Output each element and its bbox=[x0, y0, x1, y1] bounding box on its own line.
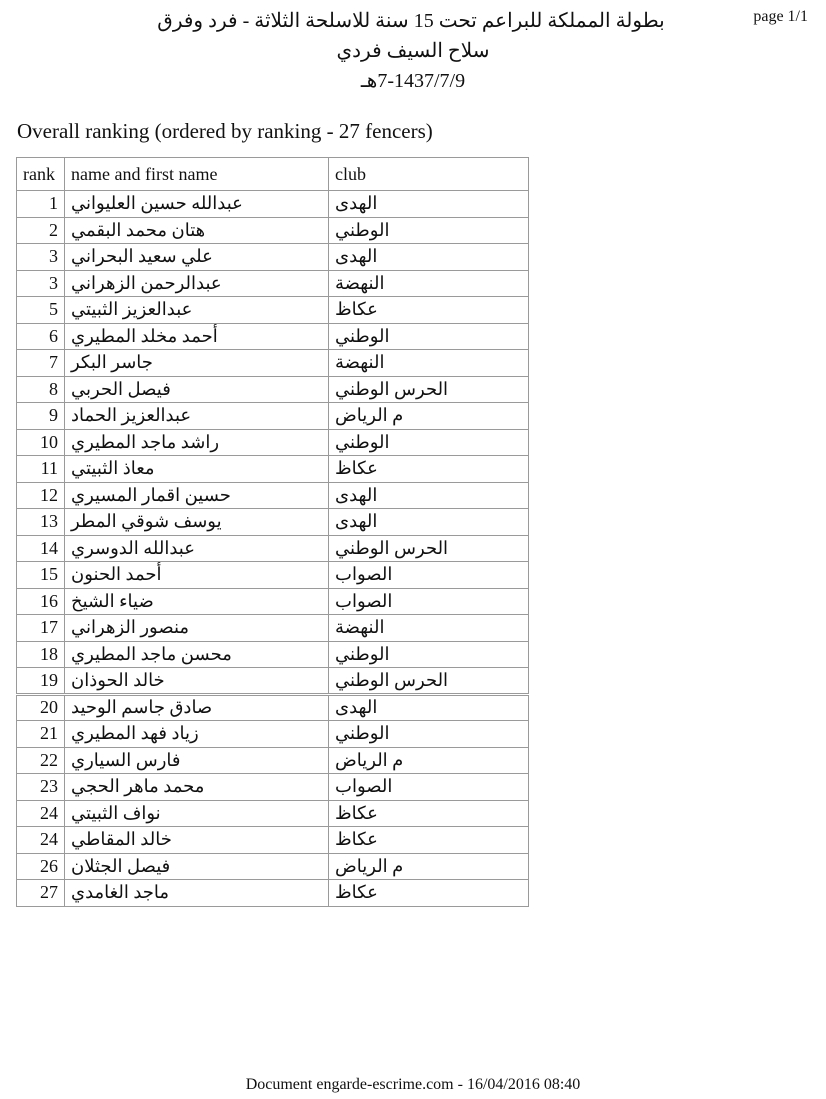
club-cell bbox=[329, 509, 529, 536]
rank-cell: 16 bbox=[17, 588, 65, 615]
rank-cell: 20 bbox=[17, 694, 65, 721]
club-name: الصواب bbox=[335, 776, 393, 797]
club-name: م الرياض bbox=[335, 855, 404, 876]
club-cell bbox=[329, 270, 529, 297]
fencer-name: راشد ماجد المطيري bbox=[71, 431, 220, 452]
table-row bbox=[17, 588, 529, 615]
club-name: الهدى bbox=[335, 697, 378, 718]
table-row bbox=[17, 535, 529, 562]
table-row bbox=[17, 800, 529, 827]
club-cell bbox=[329, 800, 529, 827]
table-row bbox=[17, 350, 529, 377]
name-cell bbox=[65, 880, 329, 907]
ranking-table-body bbox=[17, 191, 529, 907]
table-row bbox=[17, 456, 529, 483]
club-cell bbox=[329, 853, 529, 880]
club-cell bbox=[329, 323, 529, 350]
name-cell bbox=[65, 217, 329, 244]
fencer-name: معاذ الثبيتي bbox=[71, 458, 155, 479]
club-cell bbox=[329, 721, 529, 748]
name-cell bbox=[65, 641, 329, 668]
fencer-name: فارس السياري bbox=[71, 749, 181, 770]
name-cell bbox=[65, 668, 329, 695]
name-cell bbox=[65, 270, 329, 297]
name-cell bbox=[65, 774, 329, 801]
club-cell bbox=[329, 191, 529, 218]
name-cell bbox=[65, 800, 329, 827]
club-name: الصواب bbox=[335, 590, 393, 611]
club-name: الوطني bbox=[335, 431, 390, 452]
club-cell bbox=[329, 562, 529, 589]
name-cell bbox=[65, 244, 329, 271]
rank-cell: 10 bbox=[17, 429, 65, 456]
club-name: عكاظ bbox=[335, 299, 378, 320]
name-cell bbox=[65, 747, 329, 774]
table-row bbox=[17, 747, 529, 774]
table-row bbox=[17, 562, 529, 589]
name-cell bbox=[65, 429, 329, 456]
fencer-name: محمد ماهر الحجي bbox=[71, 776, 205, 797]
fencer-name: أحمد الحنون bbox=[71, 564, 162, 585]
club-cell bbox=[329, 403, 529, 430]
rank-cell: 8 bbox=[17, 376, 65, 403]
name-cell bbox=[65, 588, 329, 615]
rank-cell: 24 bbox=[17, 827, 65, 854]
table-row bbox=[17, 217, 529, 244]
fencer-name: نواف الثبيتي bbox=[71, 802, 161, 823]
championship-title: بطولة المملكة للبراعم تحت 15 سنة للاسلحة الثلاثة - فرد وفرق bbox=[157, 10, 665, 32]
table-row bbox=[17, 323, 529, 350]
rank-column-header: rank bbox=[17, 158, 65, 191]
rank-cell: 1 bbox=[17, 191, 65, 218]
club-name: عكاظ bbox=[335, 829, 378, 850]
rank-cell: 19 bbox=[17, 668, 65, 695]
club-name: الهدى bbox=[335, 484, 378, 505]
club-name: الصواب bbox=[335, 564, 393, 585]
rank-cell: 26 bbox=[17, 853, 65, 880]
rank-cell: 14 bbox=[17, 535, 65, 562]
table-row bbox=[17, 191, 529, 218]
document-title bbox=[0, 6, 826, 96]
club-name: عكاظ bbox=[335, 458, 378, 479]
fencer-name: فيصل الحربي bbox=[71, 378, 171, 399]
club-name: الهدى bbox=[335, 511, 378, 532]
fencer-name: جاسر البكر bbox=[71, 352, 153, 373]
table-row bbox=[17, 641, 529, 668]
name-cell bbox=[65, 615, 329, 642]
rank-cell: 27 bbox=[17, 880, 65, 907]
name-cell bbox=[65, 827, 329, 854]
fencer-name: يوسف شوقي المطر bbox=[71, 511, 222, 532]
rank-cell: 13 bbox=[17, 509, 65, 536]
club-cell bbox=[329, 244, 529, 271]
club-name: عكاظ bbox=[335, 882, 378, 903]
name-cell bbox=[65, 297, 329, 324]
club-cell bbox=[329, 880, 529, 907]
club-cell bbox=[329, 535, 529, 562]
table-row bbox=[17, 270, 529, 297]
fencer-name: عبدالله الدوسري bbox=[71, 537, 195, 558]
rank-cell: 9 bbox=[17, 403, 65, 430]
fencer-name: خالد المقاطي bbox=[71, 829, 172, 850]
fencer-name: أحمد مخلد المطيري bbox=[71, 325, 218, 346]
club-cell bbox=[329, 668, 529, 695]
name-cell bbox=[65, 482, 329, 509]
rank-cell: 21 bbox=[17, 721, 65, 748]
name-column-header: name and first name bbox=[65, 158, 329, 191]
ranking-table bbox=[16, 157, 529, 907]
rank-cell: 3 bbox=[17, 244, 65, 271]
club-column-header: club bbox=[329, 158, 529, 191]
table-row bbox=[17, 615, 529, 642]
club-cell bbox=[329, 615, 529, 642]
club-cell bbox=[329, 641, 529, 668]
club-name: عكاظ bbox=[335, 802, 378, 823]
name-cell bbox=[65, 376, 329, 403]
name-cell bbox=[65, 535, 329, 562]
fencer-name: صادق جاسم الوحيد bbox=[71, 697, 213, 718]
club-name: الهدى bbox=[335, 246, 378, 267]
table-row bbox=[17, 694, 529, 721]
document-footer: Document engarde-escrime.com - 16/04/2016 08:40 bbox=[245, 1076, 581, 1093]
club-name: الحرس الوطني bbox=[335, 378, 449, 399]
fencer-name: محسن ماجد المطيري bbox=[71, 643, 232, 664]
fencer-name: خالد الحوذان bbox=[71, 669, 165, 690]
club-cell bbox=[329, 588, 529, 615]
club-name: الوطني bbox=[335, 325, 390, 346]
fencer-name: ماجد الغامدي bbox=[71, 882, 170, 903]
rank-cell: 24 bbox=[17, 800, 65, 827]
table-row bbox=[17, 721, 529, 748]
fencer-name: ضياء الشيخ bbox=[71, 590, 154, 611]
table-row bbox=[17, 429, 529, 456]
rank-cell: 3 bbox=[17, 270, 65, 297]
rank-cell: 23 bbox=[17, 774, 65, 801]
rank-cell: 2 bbox=[17, 217, 65, 244]
name-cell bbox=[65, 403, 329, 430]
name-cell bbox=[65, 456, 329, 483]
fencer-name: علي سعيد البحراني bbox=[71, 246, 213, 267]
rank-cell: 7 bbox=[17, 350, 65, 377]
fencer-name: عبدالله حسين العليواني bbox=[71, 193, 243, 214]
table-row bbox=[17, 482, 529, 509]
fencer-name: حسين اقمار المسيري bbox=[71, 484, 231, 505]
club-cell bbox=[329, 429, 529, 456]
club-name: الحرس الوطني bbox=[335, 537, 449, 558]
club-cell bbox=[329, 827, 529, 854]
fencer-name: زياد فهد المطيري bbox=[71, 723, 199, 744]
fencer-name: منصور الزهراني bbox=[71, 617, 190, 638]
table-row bbox=[17, 403, 529, 430]
club-name: النهضة bbox=[335, 617, 385, 638]
page-number: page 1/1 bbox=[753, 8, 808, 25]
table-row bbox=[17, 297, 529, 324]
club-cell bbox=[329, 747, 529, 774]
name-cell bbox=[65, 694, 329, 721]
rank-cell: 18 bbox=[17, 641, 65, 668]
fencer-name: عبدالعزيز الحماد bbox=[71, 405, 192, 426]
rank-cell: 11 bbox=[17, 456, 65, 483]
name-cell bbox=[65, 562, 329, 589]
table-row bbox=[17, 853, 529, 880]
club-cell bbox=[329, 482, 529, 509]
club-cell bbox=[329, 217, 529, 244]
club-name: م الرياض bbox=[335, 749, 404, 770]
fencer-name: عبدالرحمن الزهراني bbox=[71, 272, 222, 293]
club-name: م الرياض bbox=[335, 405, 404, 426]
club-name: الحرس الوطني bbox=[335, 669, 449, 690]
club-name: النهضة bbox=[335, 352, 385, 373]
club-name: الهدى bbox=[335, 193, 378, 214]
club-name: الوطني bbox=[335, 723, 390, 744]
table-row bbox=[17, 774, 529, 801]
weapon-event-title: سلاح السيف فردي bbox=[336, 40, 490, 62]
rank-cell: 6 bbox=[17, 323, 65, 350]
rank-cell: 22 bbox=[17, 747, 65, 774]
table-row bbox=[17, 827, 529, 854]
name-cell bbox=[65, 721, 329, 748]
name-cell bbox=[65, 350, 329, 377]
ranking-heading: Overall ranking (ordered by ranking - 27 fencers) bbox=[17, 119, 433, 143]
table-row bbox=[17, 509, 529, 536]
club-cell bbox=[329, 376, 529, 403]
club-name: النهضة bbox=[335, 272, 385, 293]
rank-cell: 12 bbox=[17, 482, 65, 509]
club-cell bbox=[329, 456, 529, 483]
event-date: 7-1437/7/9هـ bbox=[360, 70, 466, 92]
name-cell bbox=[65, 323, 329, 350]
club-cell bbox=[329, 350, 529, 377]
club-cell bbox=[329, 694, 529, 721]
rank-cell: 15 bbox=[17, 562, 65, 589]
table-row bbox=[17, 668, 529, 695]
name-cell bbox=[65, 853, 329, 880]
club-cell bbox=[329, 774, 529, 801]
table-row bbox=[17, 244, 529, 271]
table-header-row bbox=[17, 158, 529, 191]
club-cell bbox=[329, 297, 529, 324]
name-cell bbox=[65, 509, 329, 536]
rank-cell: 17 bbox=[17, 615, 65, 642]
table-row bbox=[17, 376, 529, 403]
fencer-name: فيصل الجثلان bbox=[71, 855, 171, 876]
table-row bbox=[17, 880, 529, 907]
club-name: الوطني bbox=[335, 219, 390, 240]
club-name: الوطني bbox=[335, 643, 390, 664]
rank-cell: 5 bbox=[17, 297, 65, 324]
name-cell bbox=[65, 191, 329, 218]
fencer-name: هتان محمد البقمي bbox=[71, 219, 206, 240]
fencer-name: عبدالعزيز الثبيتي bbox=[71, 299, 193, 320]
